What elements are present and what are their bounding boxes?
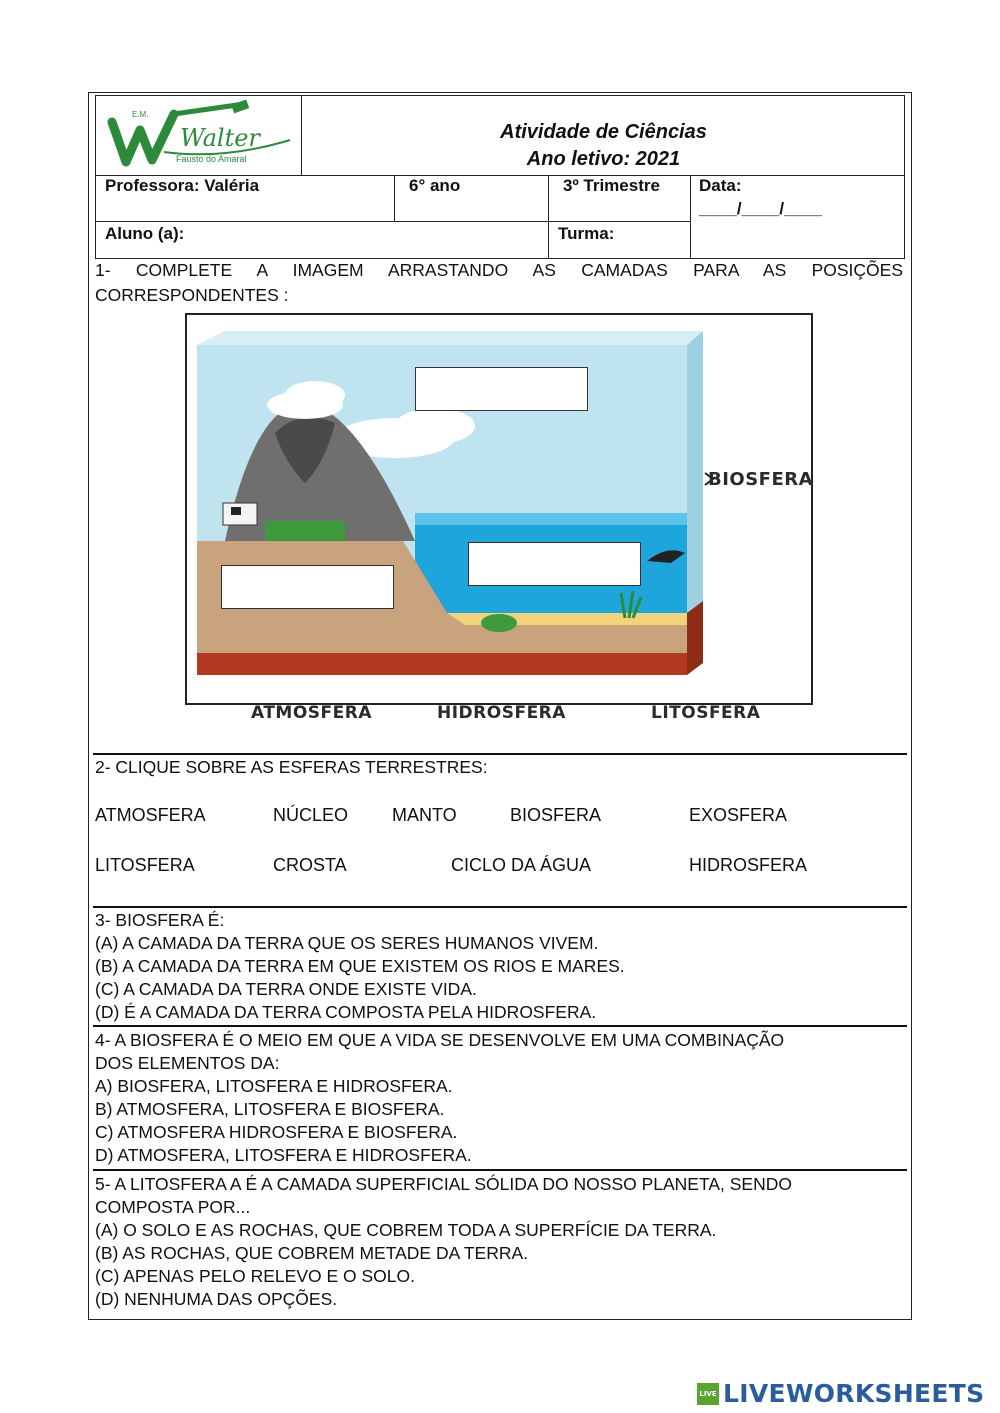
logo-script: Walter bbox=[180, 124, 260, 152]
biosphere-label: BIOSFERA bbox=[708, 469, 814, 490]
school-year: Ano letivo: 2021 bbox=[526, 148, 681, 170]
activity-title: Atividade de Ciências bbox=[500, 121, 707, 143]
q2-option[interactable]: BIOSFERA bbox=[510, 805, 602, 825]
q4-prompt-cont: DOS ELEMENTOS DA: bbox=[95, 1053, 280, 1073]
q2-option[interactable]: LITOSFERA bbox=[95, 855, 195, 875]
date-field: ____/____/____ bbox=[699, 199, 822, 218]
section-divider bbox=[93, 906, 907, 908]
grade: 6° ano bbox=[409, 176, 461, 195]
section-divider bbox=[93, 1169, 907, 1171]
q1-prompt: 1- COMPLETE A IMAGEM ARRASTANDO AS CAMADAS PARA AS POSIÇÕES CORRESPONDENTES : bbox=[95, 260, 903, 305]
teacher-name: Professora: Valéria bbox=[105, 176, 260, 195]
q2-option[interactable]: EXOSFERA bbox=[689, 805, 788, 825]
student-label: Aluno (a): bbox=[105, 224, 185, 243]
date-label: Data: bbox=[699, 176, 742, 195]
header-divider bbox=[690, 175, 691, 259]
drag-lithosphere[interactable]: LITOSFERA bbox=[651, 703, 761, 723]
header-divider bbox=[394, 175, 395, 221]
q2-prompt: 2- CLIQUE SOBRE AS ESFERAS TERRESTRES: bbox=[95, 757, 488, 777]
q2-option[interactable]: MANTO bbox=[392, 805, 457, 825]
q2-option[interactable]: CROSTA bbox=[273, 855, 347, 875]
q4-prompt: 4- A BIOSFERA É O MEIO EM QUE A VIDA SE DESENVOLVE EM UMA COMBINAÇÃO bbox=[95, 1030, 785, 1050]
logo-prefix: E.M. bbox=[132, 110, 149, 119]
term: 3º Trimestre bbox=[563, 176, 660, 195]
q2-option[interactable]: NÚCLEO bbox=[273, 805, 349, 825]
drag-atmosphere[interactable]: ATMOSFERA bbox=[251, 703, 373, 723]
class-label: Turma: bbox=[558, 224, 615, 243]
q5-prompt-cont: COMPOSTA POR... bbox=[95, 1197, 251, 1217]
school-logo bbox=[104, 100, 294, 172]
q4-option-a[interactable]: A) BIOSFERA, LITOSFERA E HIDROSFERA. bbox=[95, 1076, 453, 1096]
q3-option-a[interactable]: (A) A CAMADA DA TERRA QUE OS SERES HUMANOS VIVEM. bbox=[95, 933, 599, 953]
q5-option-a[interactable]: (A) O SOLO E AS ROCHAS, QUE COBREM TODA A SUPERFÍCIE DA TERRA. bbox=[95, 1220, 717, 1240]
q2-option[interactable]: HIDROSFERA bbox=[689, 855, 808, 875]
q3-option-d[interactable]: (D) É A CAMADA DA TERRA COMPOSTA PELA HIDROSFERA. bbox=[95, 1002, 597, 1022]
q2-option[interactable]: ATMOSFERA bbox=[95, 805, 206, 825]
section-divider bbox=[93, 753, 907, 755]
logo-subtitle: Fausto do Amaral bbox=[176, 154, 247, 164]
q5-option-d[interactable]: (D) NENHUMA DAS OPÇÕES. bbox=[95, 1289, 338, 1309]
q5-option-b[interactable]: (B) AS ROCHAS, QUE COBREM METADE DA TERRA. bbox=[95, 1243, 529, 1263]
q2-option[interactable]: CICLO DA ÁGUA bbox=[451, 855, 592, 875]
q4-option-d[interactable]: D) ATMOSFERA, LITOSFERA E HIDROSFERA. bbox=[95, 1145, 472, 1165]
q4-option-c[interactable]: C) ATMOSFERA HIDROSFERA E BIOSFERA. bbox=[95, 1122, 458, 1142]
brand-text: LIVEWORKSHEETS bbox=[723, 1379, 985, 1408]
section-divider bbox=[93, 1025, 907, 1027]
header-divider bbox=[548, 175, 549, 259]
q5-prompt: 5- A LITOSFERA A É A CAMADA SUPERFICIAL SÓLIDA DO NOSSO PLANETA, SENDO bbox=[95, 1174, 792, 1194]
drop-zone-atmosphere[interactable] bbox=[415, 367, 588, 411]
liveworksheets-brand bbox=[697, 1379, 984, 1408]
drop-zone-lithosphere[interactable] bbox=[221, 565, 394, 609]
drag-hydrosphere[interactable]: HIDROSFERA bbox=[437, 703, 566, 723]
q5-option-c[interactable]: (C) APENAS PELO RELEVO E O SOLO. bbox=[95, 1266, 415, 1286]
q3-option-b[interactable]: (B) A CAMADA DA TERRA EM QUE EXISTEM OS RIOS E MARES. bbox=[95, 956, 625, 976]
brand-badge-icon: LIVE bbox=[697, 1383, 719, 1405]
drop-zone-hydrosphere[interactable] bbox=[468, 542, 641, 586]
q3-option-c[interactable]: (C) A CAMADA DA TERRA ONDE EXISTE VIDA. bbox=[95, 979, 477, 999]
q4-option-b[interactable]: B) ATMOSFERA, LITOSFERA E BIOSFERA. bbox=[95, 1099, 445, 1119]
q3-prompt: 3- BIOSFERA É: bbox=[95, 910, 225, 930]
header-divider bbox=[95, 221, 690, 222]
earth-layers-diagram bbox=[185, 313, 813, 705]
